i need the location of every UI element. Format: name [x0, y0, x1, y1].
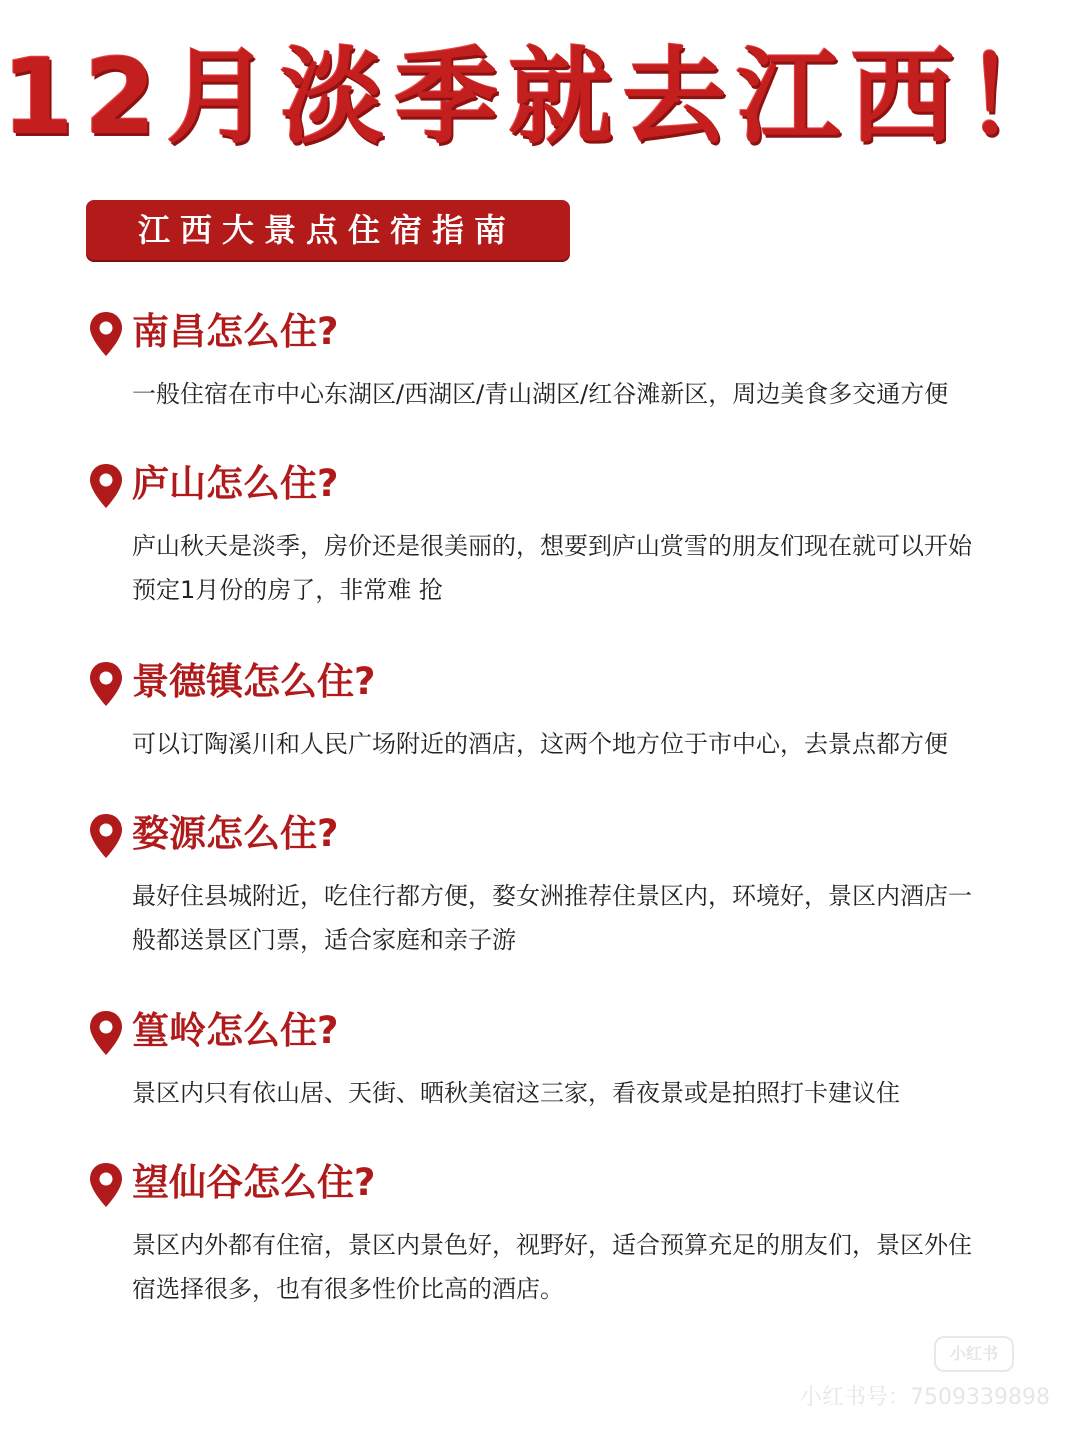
section-heading: 望仙谷怎么住? [132, 1161, 376, 1204]
location-pin-icon [88, 660, 124, 708]
location-pin-icon [88, 1161, 124, 1209]
section-heading: 南昌怎么住? [132, 310, 339, 353]
section-heading: 婺源怎么住? [132, 812, 339, 855]
section-heading: 景德镇怎么住? [132, 660, 376, 703]
location-pin-icon [88, 1009, 124, 1057]
section-heading: 庐山怎么住? [132, 462, 339, 505]
watermark [790, 1336, 1050, 1416]
section-text: 最好住县城附近，吃住行都方便，婺女洲推荐住景区内，环境好，景区内酒店一般都送景区门票，适合家庭和亲子游 [132, 882, 972, 954]
banner-label: 江西大景点住宿指南 [138, 211, 517, 249]
section-heading: 篁岭怎么住? [132, 1009, 339, 1052]
section-text: 景区内外都有住宿，景区内景色好，视野好，适合预算充足的朋友们，景区外住宿选择很多，也有很多性价比高的酒店。 [132, 1231, 972, 1303]
location-pin-icon [88, 462, 124, 510]
section-text: 景区内只有依山居、天街、晒秋美宿这三家，看夜景或是拍照打卡建议住 [132, 1079, 900, 1107]
watermark-logo: 小红书 [934, 1336, 1014, 1372]
location-pin-icon [88, 310, 124, 358]
section-text: 庐山秋天是淡季，房价还是很美丽的，想要到庐山赏雪的朋友们现在就可以开始预定1月份的房了，非常难 抢 [132, 532, 972, 604]
watermark-id: 小红书号：7509339898 [800, 1385, 1050, 1410]
page-title: 12月淡季就去江西！ [1, 36, 1079, 158]
guide-banner [86, 200, 570, 260]
location-pin-icon [88, 812, 124, 860]
section-text: 一般住宿在市中心东湖区/西湖区/青山湖区/红谷滩新区，周边美食多交通方便 [132, 380, 949, 408]
section-text: 可以订陶溪川和人民广场附近的酒店，这两个地方位于市中心，去景点都方便 [132, 730, 948, 758]
